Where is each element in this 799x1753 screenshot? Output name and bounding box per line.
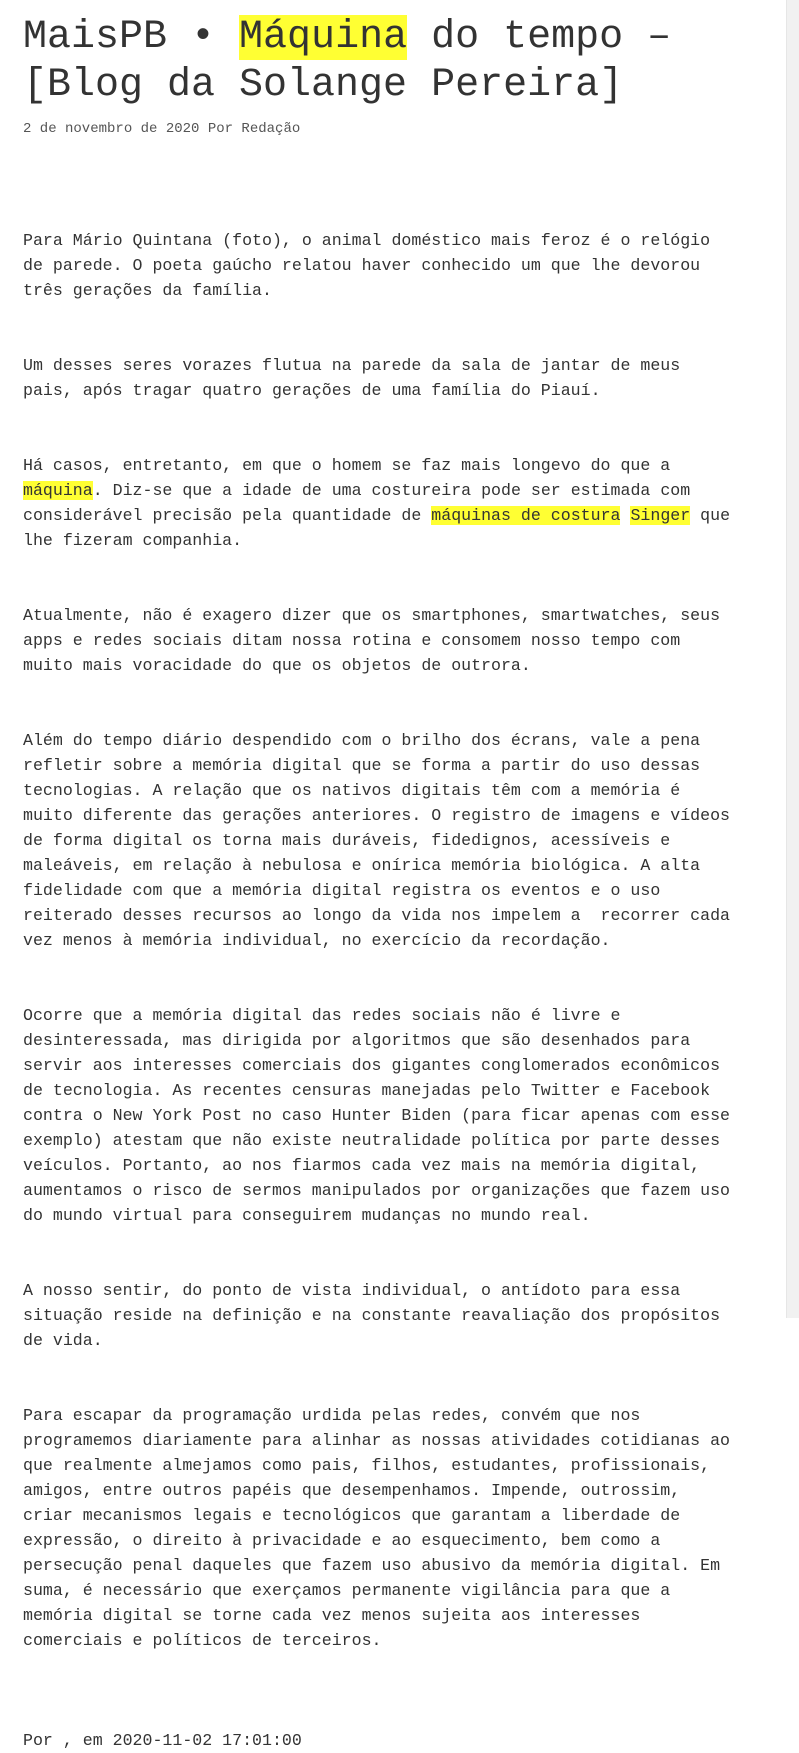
text-line: aumentamos o risco de sermos manipulados por organizações que fazem uso: [23, 1181, 731, 1200]
text-line: Atualmente, não é exagero dizer que os smartphones, smartwatches, seus: [23, 606, 721, 625]
text-line: pais, após tragar quatro gerações de uma família do Piauí.: [23, 381, 601, 400]
text-line: muito diferente das gerações anteriores. O registro de imagens e vídeos: [23, 806, 731, 825]
post-byline: Por , em 2020-11-02 17:01:00: [23, 1731, 302, 1750]
text-line: Para escapar da programação urdida pelas redes, convém que nos: [23, 1406, 641, 1425]
text-line: situação reside na definição e na constante reavaliação dos propósitos: [23, 1306, 721, 1325]
text-line: desinteressada, mas dirigida por algoritmos que são desenhados para: [23, 1031, 691, 1050]
text-line: expressão, o direito à privacidade e ao esquecimento, bem como a: [23, 1531, 661, 1550]
text-line: suma, é necessário que exerçamos permanente vigilância para que a: [23, 1581, 671, 1600]
article-body: [23, 178, 763, 1703]
text-line: de parede. O poeta gaúcho relatou haver conhecido um que lhe devorou: [23, 256, 701, 275]
text-line: Para Mário Quintana (foto), o animal doméstico mais feroz é o relógio: [23, 231, 711, 250]
text-line: Além do tempo diário despendido com o brilho dos écrans, vale a pena: [23, 731, 701, 750]
page-title: [23, 14, 763, 110]
title-line2: [Blog da Solange Pereira]: [23, 63, 624, 108]
text-line: de tecnologia. As recentes censuras manejadas pelo Twitter e Facebook: [23, 1081, 711, 1100]
highlight-maquinas-de-costura: máquinas de costura: [431, 506, 621, 525]
title-prefix: MaisPB •: [23, 15, 240, 60]
text-line: fidelidade com que a memória digital registra os eventos e o uso: [23, 881, 661, 900]
text-line: . Diz-se que a idade de uma costureira pode ser estimada com: [92, 481, 691, 500]
text-line: três gerações da família.: [23, 281, 272, 300]
text-line: Há casos, entretanto, em que o homem se faz mais longevo do que a: [23, 456, 671, 475]
text-line: tecnologias. A relação que os nativos digitais têm com a memória é: [23, 781, 681, 800]
title-highlight: Máquina: [239, 15, 408, 60]
text-line: lhe fizeram companhia.: [23, 531, 243, 550]
text-line: do mundo virtual para conseguirem mudanças no mundo real.: [23, 1206, 591, 1225]
title-line1-rest: do tempo –: [407, 15, 672, 60]
article-page: [23, 14, 763, 1753]
text-line: comerciais e políticos de terceiros.: [23, 1631, 382, 1650]
text-line: vez menos à memória individual, no exercício da recordação.: [23, 931, 611, 950]
text-line: Um desses seres vorazes flutua na parede da sala de jantar de meus: [23, 356, 681, 375]
text-line: considerável precisão pela quantidade de: [23, 506, 432, 525]
text-line: muito mais voracidade do que os objetos de outrora.: [23, 656, 531, 675]
text-line: contra o New York Post no caso Hunter Biden (para ficar apenas com esse: [23, 1106, 731, 1125]
text-line: persecução penal daqueles que fazem uso abusivo da memória digital. Em: [23, 1556, 721, 1575]
text-line: memória digital se torne cada vez menos sujeita aos interesses: [23, 1606, 641, 1625]
scrollbar-track[interactable]: [786, 0, 799, 1318]
paragraph-8: [23, 1403, 763, 1653]
text-line: de vida.: [23, 1331, 103, 1350]
text-line: servir aos interesses comerciais dos gigantes conglomerados econômicos: [23, 1056, 721, 1075]
text-line: maleáveis, em relação à nebulosa e onírica memória biológica. A alta: [23, 856, 701, 875]
text-line: amigos, entre outros papéis que desempenhamos. Impende, outrossim,: [23, 1481, 681, 1500]
text-line: exemplo) atestam que não existe neutralidade política por parte desses: [23, 1131, 721, 1150]
paragraph-3: [23, 453, 763, 553]
text-line: que realmente almejamos como pais, filhos, estudantes, profissionais,: [23, 1456, 711, 1475]
paragraph-1: [23, 228, 763, 303]
paragraph-6: [23, 1003, 763, 1228]
text-line: apps e redes sociais ditam nossa rotina e consomem nosso tempo com: [23, 631, 681, 650]
text-line: refletir sobre a memória digital que se forma a partir do uso dessas: [23, 756, 701, 775]
paragraph-7: [23, 1278, 763, 1353]
paragraph-5: [23, 728, 763, 953]
post-meta: 2 de novembro de 2020 Por Redação: [23, 121, 301, 137]
text-line: A nosso sentir, do ponto de vista individual, o antídoto para essa: [23, 1281, 681, 1300]
text-line: programemos diariamente para alinhar as nossas atividades cotidianas ao: [23, 1431, 731, 1450]
highlight-singer: Singer: [630, 506, 691, 525]
highlight-maquina: máquina: [23, 481, 93, 500]
text-line: Ocorre que a memória digital das redes sociais não é livre e: [23, 1006, 621, 1025]
text-line: que: [690, 506, 731, 525]
text-line: criar mecanismos legais e tecnológicos que garantam a liberdade de: [23, 1506, 681, 1525]
text-line: de forma digital os torna mais duráveis, fidedignos, acessíveis e: [23, 831, 671, 850]
text-line: veículos. Portanto, ao nos fiarmos cada vez mais na memória digital,: [23, 1156, 701, 1175]
text-line: reiterado desses recursos ao longo da vida nos impelem a recorrer cada: [23, 906, 731, 925]
paragraph-4: [23, 603, 763, 678]
paragraph-2: [23, 353, 763, 403]
